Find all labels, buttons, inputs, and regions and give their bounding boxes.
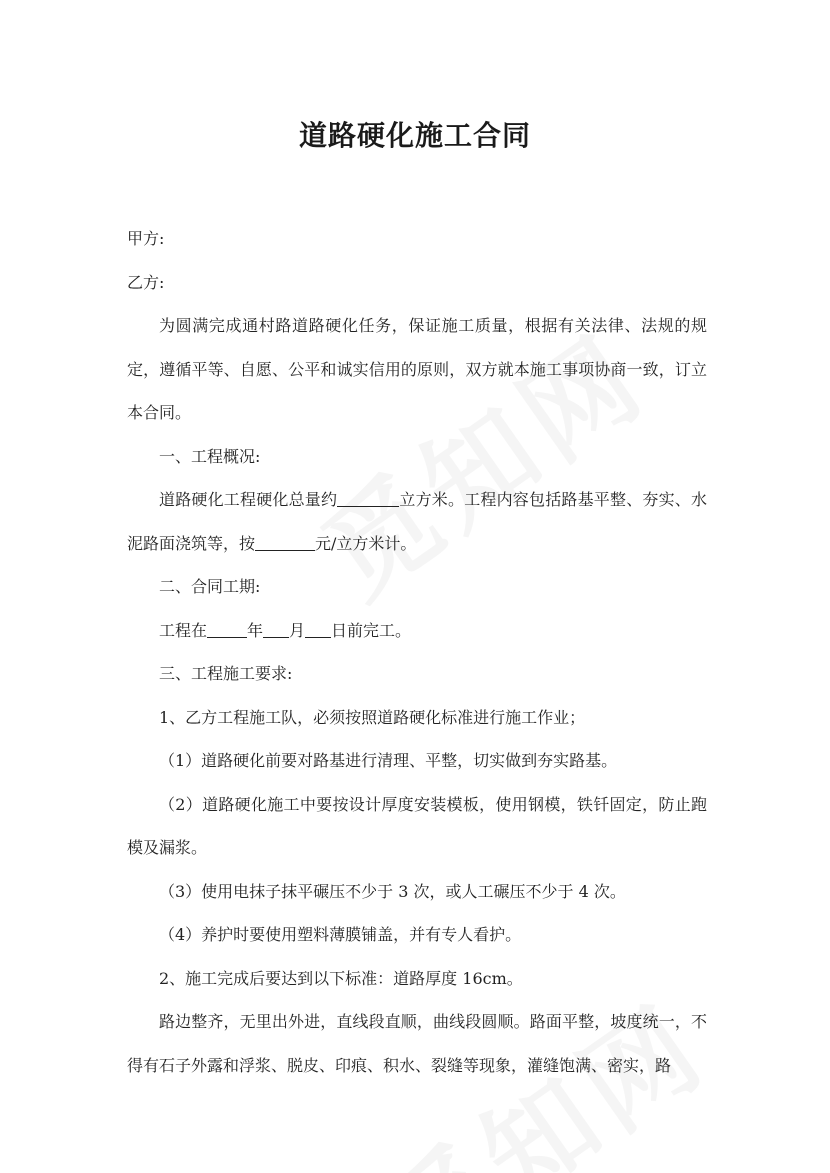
text-fragment: 工程在 — [159, 620, 208, 640]
section-3-sub-3: （3）使用电抹子抹平碾压不少于 3 次，或人工碾压不少于 4 次。 — [159, 881, 626, 901]
text-fragment: 元/立方米计。 — [315, 533, 417, 553]
section-3-sub-2: （2）道路硬化施工中要按设计厚度安装模板，使用钢模，铁钎固定，防止跑模及漏浆。 — [127, 794, 707, 857]
text-fragment: 立方米。工程内容包括路基平整、夯实、水泥路面浇筑等，按 — [127, 490, 707, 553]
month-blank — [263, 617, 289, 638]
section-3-sub-1: （1）道路硬化前要对路基进行清理、平整，切实做到夯实路基。 — [159, 751, 618, 770]
document-body — [127, 217, 707, 1087]
day-blank — [305, 617, 331, 638]
section-3-item-2: 2、施工完成后要达到以下标准：道路厚度 16cm。 — [159, 968, 523, 988]
text-fragment: 日前完工。 — [331, 620, 412, 640]
year-blank — [207, 617, 247, 638]
section-1-paragraph — [127, 478, 707, 565]
intro-paragraph: 为圆满完成通村路道路硬化任务，保证施工质量，根据有关法律、法规的规定，遵循平等、自愿、公平和诚实信用的原则，双方就本施工事项协商一致，订立本合同。 — [127, 316, 707, 422]
section-1-heading: 一、工程概况: — [159, 446, 261, 466]
text-fragment: 道路硬化工程硬化总量约 — [159, 490, 338, 509]
section-3-sub-4: （4）养护时要使用塑料薄膜铺盖，并有专人看护。 — [159, 925, 522, 944]
document-title: 道路硬化施工合同 — [298, 119, 531, 152]
section-2-heading: 二、合同工期: — [159, 577, 261, 596]
text-fragment: 月 — [289, 620, 306, 640]
section-3-item-1: 1、乙方工程施工队，必须按照道路硬化标准进行施工作业； — [159, 707, 586, 727]
text-fragment: 年 — [247, 620, 264, 640]
price-blank — [255, 530, 315, 551]
party-b-line: 乙方: — [127, 272, 165, 292]
section-3-heading: 三、工程施工要求: — [159, 664, 293, 683]
section-2-paragraph — [127, 609, 707, 653]
section-3-item-2-text: 路边整齐，无里出外进，直线段直顺，曲线段圆顺。路面平整，坡度统一，不得有石子外露和浮浆、脱皮、印痕、积水、裂缝等现象，灌缝饱满、密实，路 — [127, 1012, 707, 1075]
amount-blank — [337, 486, 399, 507]
party-a-line: 甲方: — [127, 229, 165, 248]
